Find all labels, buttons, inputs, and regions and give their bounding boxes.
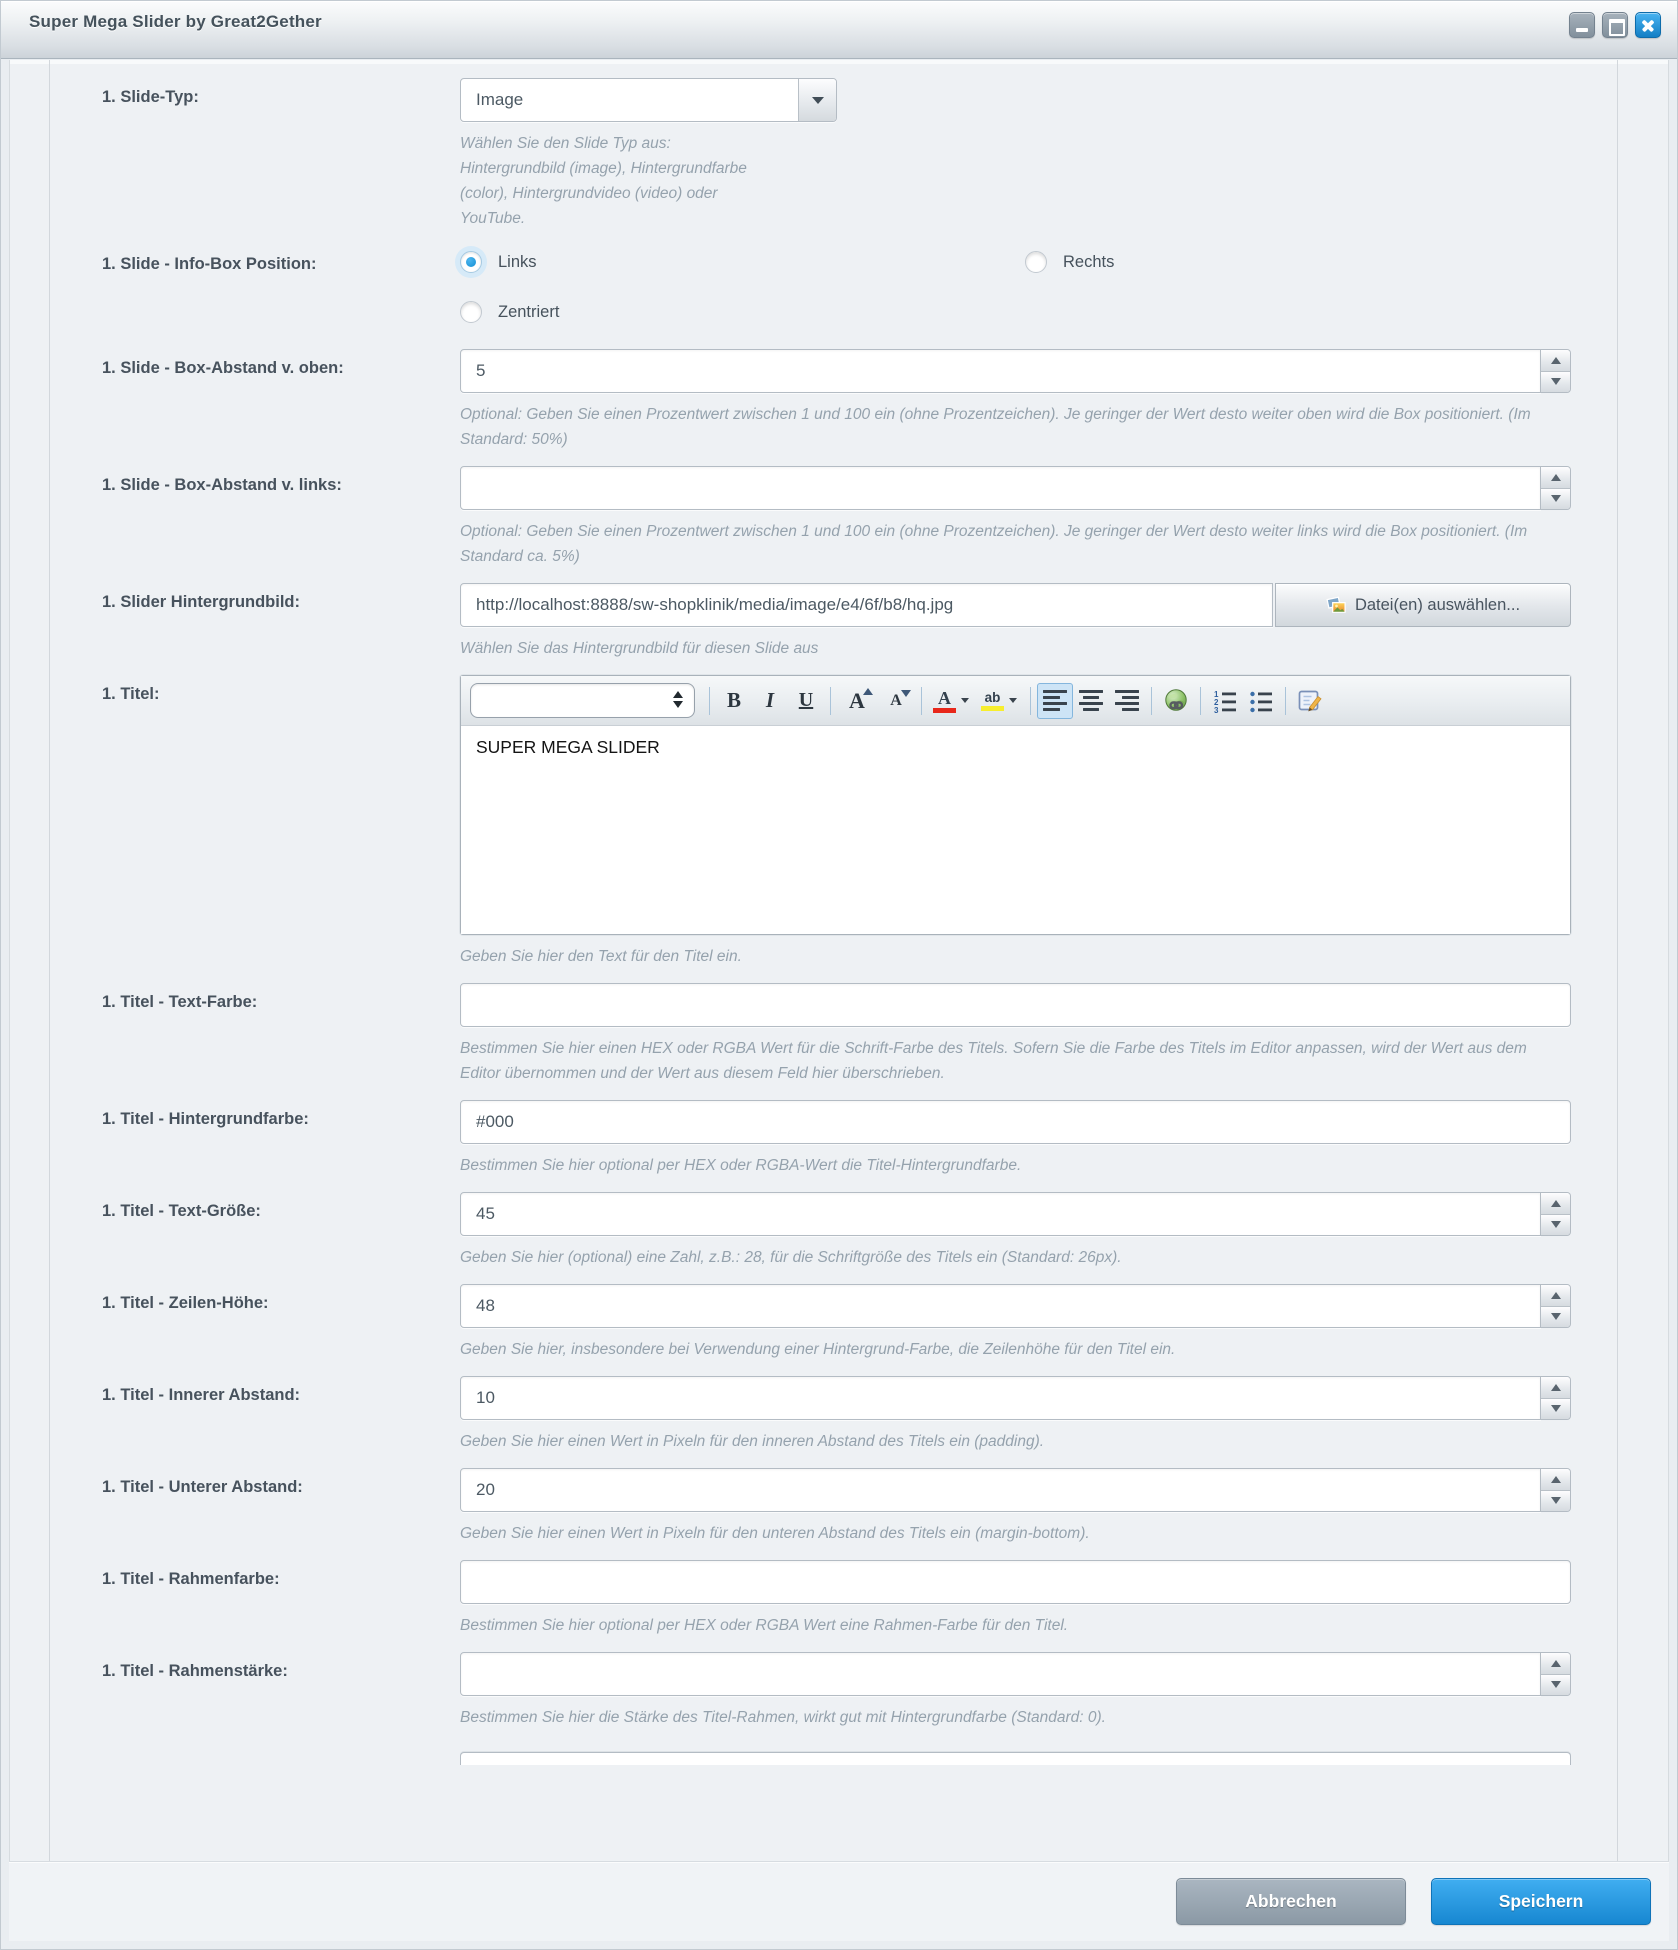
number-spinner: [1541, 1468, 1571, 1512]
info-box-position-label: 1. Slide - Info-Box Position:: [102, 255, 317, 273]
hintergrundfarbe-input[interactable]: [460, 1100, 1571, 1144]
spinner-up-button[interactable]: [1541, 1469, 1570, 1490]
spinner-up-button[interactable]: [1541, 467, 1570, 488]
align-left-button[interactable]: [1037, 683, 1073, 719]
bold-button[interactable]: [716, 683, 752, 719]
insert-link-button[interactable]: [1158, 683, 1194, 719]
align-right-button[interactable]: [1109, 683, 1145, 719]
window-titlebar[interactable]: [1, 1, 1677, 59]
chevron-down-icon: [961, 698, 969, 703]
spinner-down-button[interactable]: [1541, 371, 1570, 393]
box-abstand-oben-label: 1. Slide - Box-Abstand v. oben:: [102, 359, 344, 377]
spinner-up-icon: [1551, 1292, 1561, 1299]
chevron-down-icon: [812, 97, 824, 104]
field-row-text-groesse: [102, 1192, 1571, 1270]
underline-button[interactable]: [788, 683, 824, 719]
spinner-up-button[interactable]: [1541, 1285, 1570, 1306]
media-select-button[interactable]: [1275, 583, 1571, 627]
svg-text:1: 1: [1214, 689, 1219, 699]
spinner-down-icon: [1551, 1681, 1561, 1688]
font-family-select[interactable]: [470, 683, 695, 718]
toolbar-separator: [1200, 687, 1201, 715]
spinner-up-button[interactable]: [1541, 1653, 1570, 1674]
field-row-rahmenfarbe: [102, 1560, 1571, 1638]
rahmenfarbe-input[interactable]: [460, 1560, 1571, 1604]
select-stepper-icon: [673, 691, 683, 708]
titel-help: Geben Sie hier den Text für den Titel ein.: [460, 948, 742, 965]
toolbar-separator: [830, 687, 831, 715]
radio-option-rechts[interactable]: Rechts: [1025, 251, 1571, 273]
svg-text:2: 2: [1214, 697, 1219, 707]
field-row-slide-typ: [102, 78, 1571, 231]
close-button[interactable]: [1635, 12, 1661, 38]
field-row-hintergrundfarbe: [102, 1100, 1571, 1178]
text-groesse-help: Geben Sie hier (optional) eine Zahl, z.B.: 28, für die Schriftgröße des Titels ein (Standard: 26px).: [460, 1249, 1122, 1266]
hintergrundbild-label: 1. Slider Hintergrundbild:: [102, 593, 301, 611]
spinner-up-icon: [1551, 474, 1561, 481]
window-body: [9, 60, 1669, 1861]
window-controls: [1569, 12, 1661, 38]
field-row-titel: [102, 675, 1571, 969]
field-row-unterer-abstand: [102, 1468, 1571, 1546]
hintergrundbild-url-input[interactable]: [460, 583, 1273, 627]
source-edit-icon: [1297, 688, 1323, 714]
radio-button-checked[interactable]: [460, 251, 482, 273]
cancel-button[interactable]: Abbrechen: [1176, 1878, 1406, 1925]
spinner-down-icon: [1551, 495, 1561, 502]
field-row-box-abstand-links: [102, 466, 1571, 569]
hintergrundfarbe-help: Bestimmen Sie hier optional per HEX oder RGBA-Wert die Titel-Hintergrundfarbe.: [460, 1157, 1022, 1174]
bold-icon: B: [726, 688, 741, 712]
titel-label: 1. Titel:: [102, 685, 160, 703]
italic-icon: I: [765, 688, 775, 712]
globe-link-icon: [1163, 688, 1189, 714]
hintergrundbild-help: Wählen Sie das Hintergrundbild für diesen Slide aus: [460, 640, 819, 657]
italic-button[interactable]: [752, 683, 788, 719]
spinner-up-button[interactable]: [1541, 350, 1570, 371]
number-spinner: [1541, 349, 1571, 393]
field-row-box-abstand-oben: [102, 349, 1571, 452]
spinner-down-button[interactable]: [1541, 1214, 1570, 1236]
number-spinner: [1541, 1652, 1571, 1696]
spinner-down-icon: [1551, 1497, 1561, 1504]
rahmenfarbe-label: 1. Titel - Rahmenfarbe:: [102, 1570, 280, 1588]
toolbar-separator: [1030, 687, 1031, 715]
box-abstand-links-input[interactable]: [460, 466, 1541, 510]
zeilen-hoehe-help: Geben Sie hier, insbesondere bei Verwendung einer Hintergrund-Farbe, die Zeilenhöhe für den Titel ein.: [460, 1341, 1176, 1358]
info-box-position-radiogroup: [460, 245, 1571, 323]
box-abstand-oben-help: Optional: Geben Sie einen Prozentwert zwischen 1 und 100 ein (ohne Prozentzeichen). Je geringer der Wert desto weiter oben wird die Box positioniert. (Im Standard: 50%): [460, 406, 1531, 448]
ordered-list-icon: [1212, 688, 1238, 714]
innerer-abstand-help: Geben Sie hier einen Wert in Pixeln für den inneren Abstand des Titels ein (padding).: [460, 1433, 1045, 1450]
spinner-up-button[interactable]: [1541, 1377, 1570, 1398]
save-button[interactable]: Speichern: [1431, 1878, 1651, 1925]
field-row-innerer-abstand: [102, 1376, 1571, 1454]
increase-fontsize-icon: A: [849, 687, 865, 713]
underline-icon: U: [798, 689, 814, 711]
spinner-down-icon: [1551, 1221, 1561, 1228]
rahmenstaerke-label: 1. Titel - Rahmenstärke:: [102, 1662, 288, 1680]
slide-typ-combobox[interactable]: [460, 78, 837, 122]
toolbar-separator: [921, 687, 922, 715]
zeilen-hoehe-label: 1. Titel - Zeilen-Höhe:: [102, 1294, 269, 1312]
unterer-abstand-input[interactable]: [460, 1468, 1541, 1512]
radio-option-zentriert[interactable]: Zentriert: [460, 301, 1025, 323]
text-farbe-label: 1. Titel - Text-Farbe:: [102, 993, 258, 1011]
toolbar-separator: [1285, 687, 1286, 715]
radio-button[interactable]: [460, 301, 482, 323]
source-edit-button[interactable]: [1292, 683, 1328, 719]
ordered-list-button[interactable]: [1207, 683, 1243, 719]
align-center-button[interactable]: [1073, 683, 1109, 719]
number-spinner: [1541, 1192, 1571, 1236]
spinner-down-icon: [1551, 378, 1561, 385]
text-farbe-help: Bestimmen Sie hier einen HEX oder RGBA Wert für die Schrift-Farbe des Titels. Sofern Sie die Farbe des Titels im Editor anpassen, wird der Wert aus dem Editor übernommen und der Wert aus diesem Feld hier überschrieben.: [460, 1040, 1527, 1082]
spinner-down-icon: [1551, 1405, 1561, 1412]
unterer-abstand-label: 1. Titel - Unterer Abstand:: [102, 1478, 303, 1496]
svg-text:3: 3: [1214, 705, 1219, 714]
slide-typ-help: Wählen Sie den Slide Typ aus: Hintergrundbild (image), Hintergrundfarbe (color), Hintergrundvideo (video) oder YouTube.: [460, 135, 747, 227]
spinner-up-icon: [1551, 1476, 1561, 1483]
photo-stack-icon: [1326, 595, 1347, 616]
chevron-down-icon: [1009, 698, 1017, 703]
spinner-up-button[interactable]: [1541, 1193, 1570, 1214]
editor-toolbar: [461, 676, 1570, 726]
text-groesse-input[interactable]: [460, 1192, 1541, 1236]
spinner-down-button[interactable]: [1541, 1398, 1570, 1420]
unterer-abstand-help: Geben Sie hier einen Wert in Pixeln für den unteren Abstand des Titels ein (margin-bottom).: [460, 1525, 1090, 1542]
slide-typ-label: 1. Slide-Typ:: [102, 88, 199, 106]
spinner-up-icon: [1551, 1200, 1561, 1207]
text-groesse-label: 1. Titel - Text-Größe:: [102, 1202, 261, 1220]
number-spinner: [1541, 1284, 1571, 1328]
font-color-button[interactable]: [928, 683, 974, 719]
field-row-hintergrundbild: [102, 583, 1571, 661]
combo-trigger-button[interactable]: [798, 79, 836, 121]
spinner-down-button[interactable]: [1541, 1490, 1570, 1512]
spinner-down-icon: [1551, 1313, 1561, 1320]
slide-typ-selected-value: Image: [476, 90, 524, 109]
field-row-rahmenstaerke: [102, 1652, 1571, 1765]
box-abstand-oben-input[interactable]: [460, 349, 1541, 393]
highlight-color-button[interactable]: [974, 683, 1024, 719]
spinner-up-icon: [1551, 357, 1561, 364]
field-row-text-farbe: [102, 983, 1571, 1086]
decrease-fontsize-icon: A: [890, 691, 902, 709]
spinner-down-button[interactable]: [1541, 1674, 1570, 1696]
decrease-fontsize-button[interactable]: [877, 683, 915, 719]
rahmenstaerke-input[interactable]: [460, 1652, 1541, 1696]
field-row-zeilen-hoehe: [102, 1284, 1571, 1362]
spinner-down-button[interactable]: [1541, 1306, 1570, 1328]
rahmenfarbe-help: Bestimmen Sie hier optional per HEX oder RGBA Wert eine Rahmen-Farbe für den Titel.: [460, 1617, 1069, 1634]
toolbar-separator: [709, 687, 710, 715]
toolbar-separator: [1151, 687, 1152, 715]
maximize-button[interactable]: [1602, 12, 1628, 38]
minimize-button[interactable]: [1569, 12, 1595, 38]
spinner-up-icon: [1551, 1660, 1561, 1667]
unordered-list-icon: [1248, 688, 1274, 714]
spinner-down-button[interactable]: [1541, 488, 1570, 510]
number-spinner: [1541, 1376, 1571, 1420]
editor-content-area[interactable]: SUPER MEGA SLIDER: [461, 726, 1570, 934]
zeilen-hoehe-input[interactable]: [460, 1284, 1541, 1328]
rich-text-editor: [460, 675, 1571, 935]
align-right-icon: [1115, 690, 1139, 711]
box-abstand-links-label: 1. Slide - Box-Abstand v. links:: [102, 476, 342, 494]
innerer-abstand-label: 1. Titel - Innerer Abstand:: [102, 1386, 301, 1404]
align-center-icon: [1079, 690, 1103, 711]
number-spinner: [1541, 466, 1571, 510]
hintergrundfarbe-label: 1. Titel - Hintergrundfarbe:: [102, 1110, 309, 1128]
window-title: Super Mega Slider by Great2Gether: [29, 12, 322, 31]
align-left-icon: [1043, 690, 1067, 711]
font-color-icon: A: [933, 689, 956, 713]
spinner-up-icon: [1551, 1384, 1561, 1391]
rahmenstaerke-help: Bestimmen Sie hier die Stärke des Titel-Rahmen, wirkt gut mit Hintergrundfarbe (Standard: 0).: [460, 1709, 1106, 1726]
next-field-partially-visible: [460, 1752, 1571, 1765]
field-row-info-box-position: [102, 245, 1571, 323]
box-abstand-links-help: Optional: Geben Sie einen Prozentwert zwischen 1 und 100 ein (ohne Prozentzeichen). Je geringer der Wert desto weiter links wird die Box positioniert. (Im Standard ca. 5%): [460, 523, 1528, 565]
radio-option-links[interactable]: Links: [460, 251, 1025, 273]
window-footer-toolbar: [9, 1861, 1669, 1941]
innerer-abstand-input[interactable]: [460, 1376, 1541, 1420]
increase-fontsize-button[interactable]: [837, 683, 877, 719]
media-select-button-label: Datei(en) auswählen...: [1354, 595, 1521, 614]
unordered-list-button[interactable]: [1243, 683, 1279, 719]
radio-button[interactable]: [1025, 251, 1047, 273]
text-farbe-input[interactable]: [460, 983, 1571, 1027]
highlight-color-icon: ab: [981, 690, 1004, 711]
slide-settings-form: [49, 60, 1618, 1861]
